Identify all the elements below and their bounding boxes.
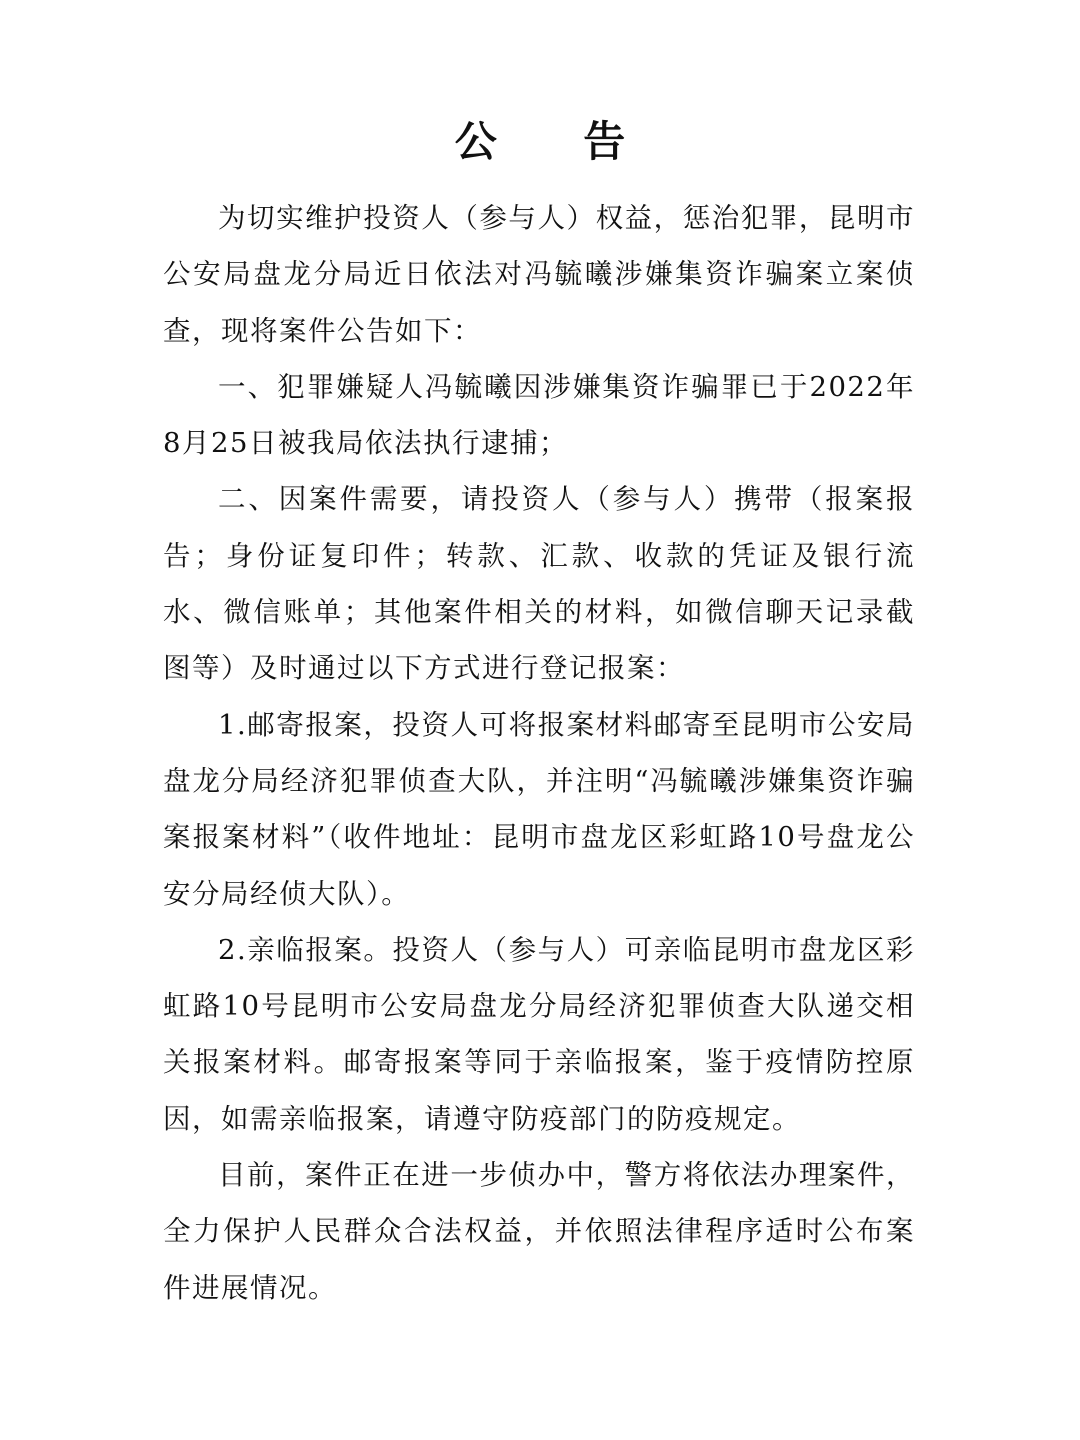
intro-paragraph: 为切实维护投资人（参与人）权益，惩治犯罪，昆明市公安局盘龙分局近日依法对冯毓曦涉嫌集资诈骗案立案侦查，现将案件公告如下： — [163, 202, 915, 347]
closing-paragraph: 目前，案件正在进一步侦办中，警方将依法办理案件，全力保护人民群众合法权益，并依照法律程序适时公布案件进展情况。 — [163, 1159, 915, 1304]
document-body — [163, 190, 915, 1316]
materials-paragraph: 二、因案件需要，请投资人（参与人）携带（报案报告；身份证复印件；转款、汇款、收款的凭证及银行流水、微信账单；其他案件相关的材料，如微信聊天记录截图等）及时通过以下方式进行登记报案： — [163, 483, 915, 685]
mail-report-paragraph: 1.邮寄报案，投资人可将报案材料邮寄至昆明市公安局盘龙分局经济犯罪侦查大队，并注明“冯毓曦涉嫌集资诈骗案报案材料”（收件地址：昆明市盘龙区彩虹路10号盘龙公安分局经侦大队）。 — [163, 708, 915, 910]
arrest-paragraph: 一、犯罪嫌疑人冯毓曦因涉嫌集资诈骗罪已于2022年8月25日被我局依法执行逮捕； — [163, 370, 915, 460]
document-title: 公 告 — [454, 117, 662, 166]
in-person-report-paragraph: 2.亲临报案。投资人（参与人）可亲临昆明市盘龙区彩虹路10号昆明市公安局盘龙分局经济犯罪侦查大队递交相关报案材料。邮寄报案等同于亲临报案，鉴于疫情防控原因，如需亲临报案，请遵守防疫部门的防疫规定。 — [163, 933, 915, 1135]
